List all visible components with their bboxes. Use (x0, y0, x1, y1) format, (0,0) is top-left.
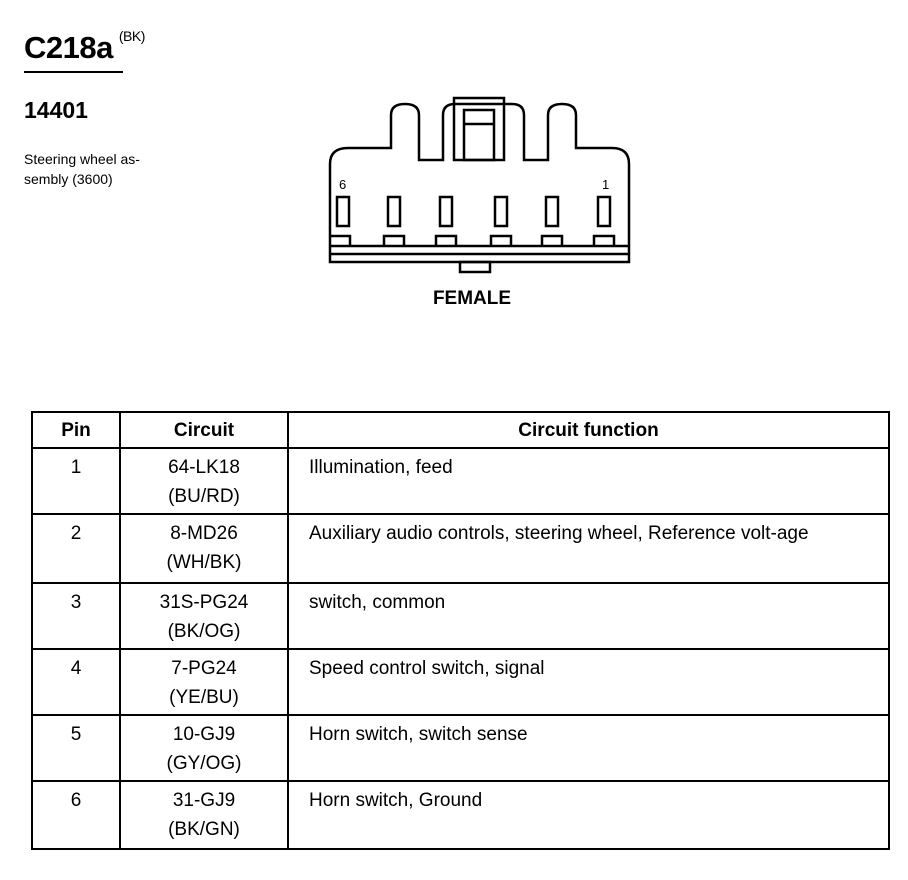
pin-cavities (337, 197, 610, 226)
table-row (32, 715, 889, 781)
table-row (32, 649, 889, 715)
circuit-code: 10-GJ9 (172, 724, 236, 745)
pinout-table (31, 411, 890, 850)
table-row (32, 448, 889, 514)
circuit-cell (120, 649, 288, 715)
wire-color: (GY/OG) (166, 753, 242, 774)
pin-number: 3 (32, 583, 120, 649)
part-number: 14401 (24, 97, 88, 123)
pin-number: 2 (32, 514, 120, 583)
circuit-function: switch, common (288, 583, 889, 649)
circuit-code: 7-PG24 (171, 658, 237, 679)
connector-id: C218a (24, 30, 113, 65)
table-header-row (32, 412, 889, 448)
wire-color: (BK/OG) (167, 621, 241, 642)
circuit-code: 8-MD26 (170, 523, 238, 544)
header-function: Circuit function (288, 412, 889, 448)
circuit-cell (120, 583, 288, 649)
pin-cavity-5 (388, 197, 400, 226)
circuit-function: Horn switch, Ground (288, 781, 889, 849)
connector-color: (BK) (118, 28, 145, 44)
table-row (32, 781, 889, 849)
connector-title (24, 30, 145, 66)
pin-label-right: 1 (602, 177, 610, 192)
circuit-cell (120, 781, 288, 849)
circuit-function: Speed control switch, signal (288, 649, 889, 715)
pin-number: 6 (32, 781, 120, 849)
wire-color: (YE/BU) (169, 687, 239, 708)
circuit-cell (120, 448, 288, 514)
pin-cavity-3 (495, 197, 507, 226)
pin-cavity-2 (546, 197, 558, 226)
pin-number: 1 (32, 448, 120, 514)
connector-gender-label: FEMALE (432, 288, 512, 309)
circuit-function: Illumination, feed (288, 448, 889, 514)
pin-number: 5 (32, 715, 120, 781)
pin-cavity-1 (598, 197, 610, 226)
pin-slots (330, 236, 614, 246)
header-pin: Pin (32, 412, 120, 448)
pin-label-left: 6 (339, 177, 347, 192)
wire-color: (BK/GN) (168, 819, 240, 840)
table-row (32, 583, 889, 649)
circuit-function: Horn switch, switch sense (288, 715, 889, 781)
title-underline (24, 71, 123, 73)
circuit-code: 31S-PG24 (159, 592, 249, 613)
circuit-code: 31-GJ9 (172, 790, 236, 811)
circuit-cell (120, 514, 288, 583)
wire-color: (BU/RD) (168, 486, 240, 507)
circuit-function: Auxiliary audio controls, steering wheel, Reference volt-age (288, 514, 889, 583)
pin-cavity-4 (440, 197, 452, 226)
pin-cavity-6 (337, 197, 349, 226)
circuit-cell (120, 715, 288, 781)
pin-number: 4 (32, 649, 120, 715)
part-description: Steering wheel as-sembly (3600) (24, 151, 140, 187)
header-circuit: Circuit (120, 412, 288, 448)
wire-color: (WH/BK) (166, 552, 242, 573)
circuit-code: 64-LK18 (168, 457, 240, 478)
table-row (32, 514, 889, 583)
connector-face-diagram (312, 90, 642, 280)
